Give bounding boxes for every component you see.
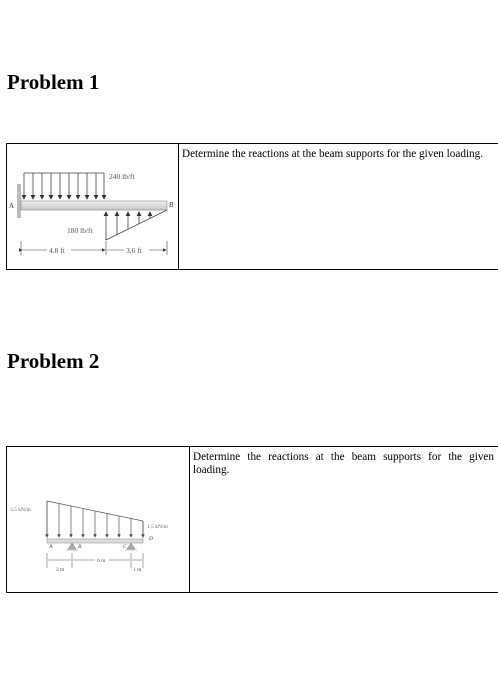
point-a-label: A <box>49 544 53 550</box>
problem-2-heading: Problem 2 <box>7 349 100 373</box>
support-b-label: B <box>169 201 174 209</box>
dim-left-label: 4.8 ft <box>49 246 65 255</box>
problem-2-table <box>6 446 498 593</box>
load-right-label: 1.5 kN/m <box>147 524 168 530</box>
point-d-label: D <box>149 536 153 542</box>
problem-1-statement: Determine the reactions at the beam supports for the given loading. <box>182 148 484 160</box>
distributed-load <box>47 501 143 538</box>
uniform-load-label: 240 lb/ft <box>109 172 135 181</box>
problem-1-heading: Problem 1 <box>7 70 100 94</box>
support-b <box>66 543 78 550</box>
triangular-load <box>106 210 167 240</box>
point-c-label: C <box>123 544 127 550</box>
dim-3-label: 1 m <box>133 567 142 573</box>
dimension-lines <box>21 241 167 255</box>
support-a-label: A <box>9 202 15 210</box>
beam <box>47 539 143 543</box>
dim-1-label: 2 m <box>56 567 65 573</box>
problem-1-table <box>6 143 498 270</box>
problem-2-figure <box>7 447 190 592</box>
beam <box>21 201 167 210</box>
dim-right-label: 3.6 ft <box>126 246 142 255</box>
problem-1-figure <box>7 144 179 269</box>
support-c <box>125 543 137 550</box>
load-left-label: 3.5 kN/m <box>10 507 31 513</box>
triangular-load-label: 180 lb/ft <box>67 226 93 235</box>
dim-2-label: 6 m <box>97 558 106 564</box>
point-b-label: B <box>78 544 82 550</box>
uniform-load <box>24 173 104 199</box>
problem-2-statement: Determine the reactions at the beam supports for the given loading. <box>193 451 494 476</box>
dimension-lines <box>47 553 143 568</box>
wall-support-a <box>17 184 21 218</box>
